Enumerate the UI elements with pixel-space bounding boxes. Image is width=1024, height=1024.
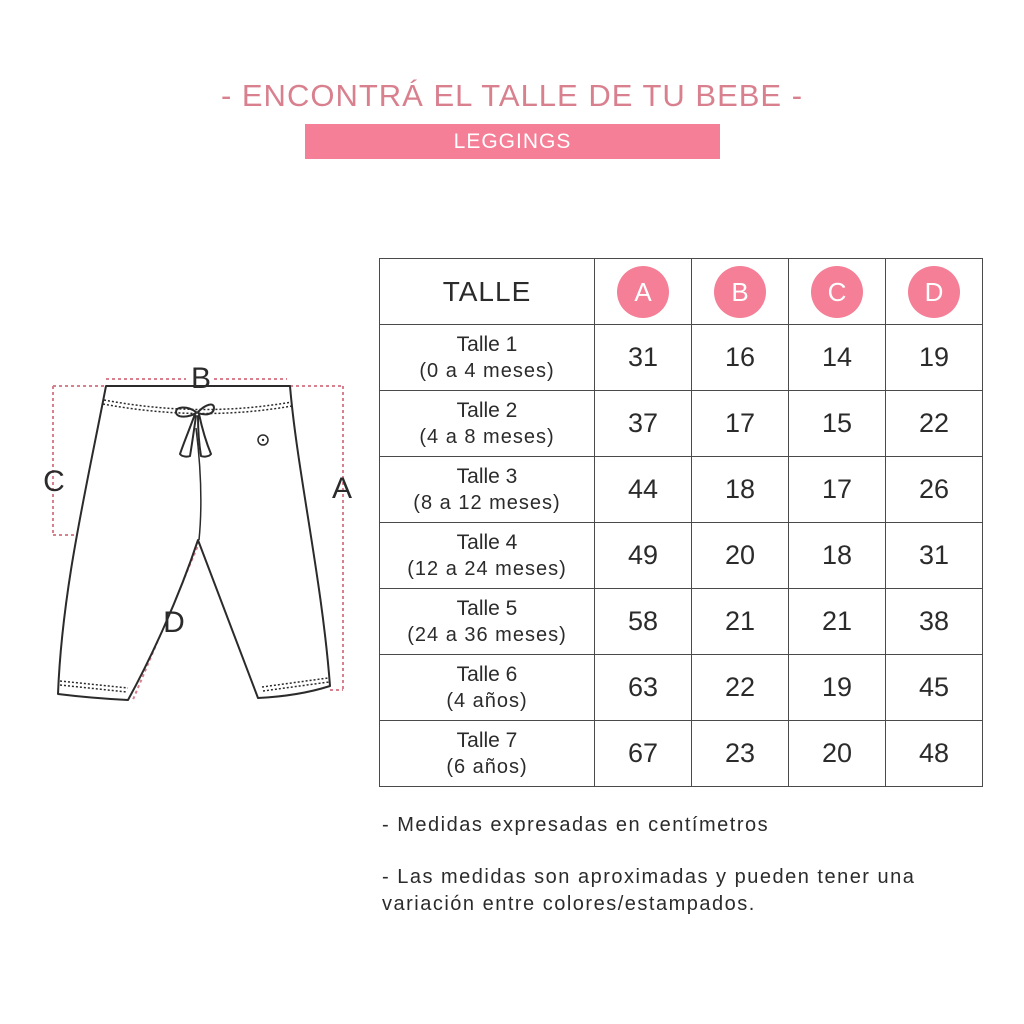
value-d-text: 45	[918, 672, 950, 702]
value-a-text: 67	[627, 738, 659, 768]
value-d	[886, 589, 983, 655]
value-a	[595, 721, 692, 787]
size-range: (12 a 24 meses)	[407, 557, 567, 580]
value-b-text: 16	[724, 342, 756, 372]
size-cell	[380, 721, 595, 787]
size-name: Talle 3	[456, 464, 518, 488]
value-a	[595, 523, 692, 589]
value-b	[692, 391, 789, 457]
header-col-c	[789, 259, 886, 325]
value-c	[789, 325, 886, 391]
value-b	[692, 325, 789, 391]
value-d	[886, 325, 983, 391]
note-variation: - Las medidas son aproximadas y pueden tener una variación entre colores/estampados.	[382, 866, 916, 915]
size-name: Talle 1	[456, 332, 518, 356]
label-b: B	[190, 362, 212, 395]
value-d-text: 19	[918, 342, 950, 372]
size-name: Talle 6	[456, 662, 518, 686]
size-cell	[380, 655, 595, 721]
value-d	[886, 457, 983, 523]
col-a-badge: A	[617, 266, 669, 318]
table-row	[380, 655, 983, 721]
value-c-text: 14	[821, 342, 853, 372]
label-d: D	[163, 606, 185, 639]
value-d-text: 31	[918, 540, 950, 570]
value-a-text: 49	[627, 540, 659, 570]
size-range: (6 años)	[446, 755, 528, 778]
value-a-text: 63	[627, 672, 659, 702]
size-name: Talle 5	[456, 596, 518, 620]
value-c-text: 17	[821, 474, 853, 504]
size-name: Talle 7	[456, 728, 518, 752]
value-b	[692, 655, 789, 721]
value-c-text: 20	[821, 738, 853, 768]
value-b	[692, 721, 789, 787]
size-range: (0 a 4 meses)	[419, 359, 555, 382]
value-d-text: 22	[918, 408, 950, 438]
value-c	[789, 391, 886, 457]
value-b-text: 17	[724, 408, 756, 438]
table-row	[380, 391, 983, 457]
size-table	[379, 258, 983, 787]
value-a	[595, 325, 692, 391]
col-c-badge: C	[811, 266, 863, 318]
value-a-text: 31	[627, 342, 659, 372]
value-c-text: 18	[821, 540, 853, 570]
label-a: A	[331, 472, 353, 505]
value-c	[789, 523, 886, 589]
value-a-text: 44	[627, 474, 659, 504]
size-range: (4 a 8 meses)	[419, 425, 555, 448]
header-col-a	[595, 259, 692, 325]
value-a-text: 58	[627, 606, 659, 636]
col-d-badge: D	[908, 266, 960, 318]
value-c	[789, 589, 886, 655]
value-b-text: 23	[724, 738, 756, 768]
value-d	[886, 391, 983, 457]
value-c	[789, 721, 886, 787]
value-c	[789, 457, 886, 523]
label-c: C	[43, 465, 65, 498]
value-a	[595, 655, 692, 721]
note-units: - Medidas expresadas en centímetros	[382, 814, 770, 836]
value-c-text: 19	[821, 672, 853, 702]
value-c-text: 21	[821, 606, 853, 636]
leggings-diagram	[0, 0, 380, 740]
notes	[382, 812, 1002, 918]
size-cell	[380, 589, 595, 655]
size-cell	[380, 325, 595, 391]
value-d-text: 26	[918, 474, 950, 504]
table-header-row	[380, 259, 983, 325]
value-c-text: 15	[821, 408, 853, 438]
value-b	[692, 589, 789, 655]
button-icon	[258, 435, 268, 445]
value-b-text: 18	[724, 474, 756, 504]
value-b-text: 22	[724, 672, 756, 702]
value-b	[692, 457, 789, 523]
table-row	[380, 325, 983, 391]
size-name: Talle 2	[456, 398, 518, 422]
size-range: (8 a 12 meses)	[413, 491, 561, 514]
value-b	[692, 523, 789, 589]
value-a	[595, 391, 692, 457]
header-col-b	[692, 259, 789, 325]
size-cell	[380, 391, 595, 457]
value-a-text: 37	[627, 408, 659, 438]
size-name: Talle 4	[456, 530, 518, 554]
table-row	[380, 457, 983, 523]
value-c	[789, 655, 886, 721]
value-d	[886, 655, 983, 721]
value-a	[595, 589, 692, 655]
header-col-d	[886, 259, 983, 325]
table-row	[380, 589, 983, 655]
size-range: (24 a 36 meses)	[407, 623, 567, 646]
page-title: - ENCONTRÁ EL TALLE DE TU BEBE -	[220, 78, 804, 113]
value-d-text: 48	[918, 738, 950, 768]
value-d-text: 38	[918, 606, 950, 636]
col-b-badge: B	[714, 266, 766, 318]
product-banner: LEGGINGS	[305, 124, 720, 159]
header-talle	[380, 259, 595, 325]
header-talle-label: TALLE	[442, 275, 532, 307]
value-d	[886, 721, 983, 787]
table-row	[380, 523, 983, 589]
size-cell	[380, 457, 595, 523]
value-d	[886, 523, 983, 589]
size-range: (4 años)	[446, 689, 528, 712]
value-a	[595, 457, 692, 523]
size-cell	[380, 523, 595, 589]
table-row	[380, 721, 983, 787]
value-b-text: 21	[724, 606, 756, 636]
value-b-text: 20	[724, 540, 756, 570]
